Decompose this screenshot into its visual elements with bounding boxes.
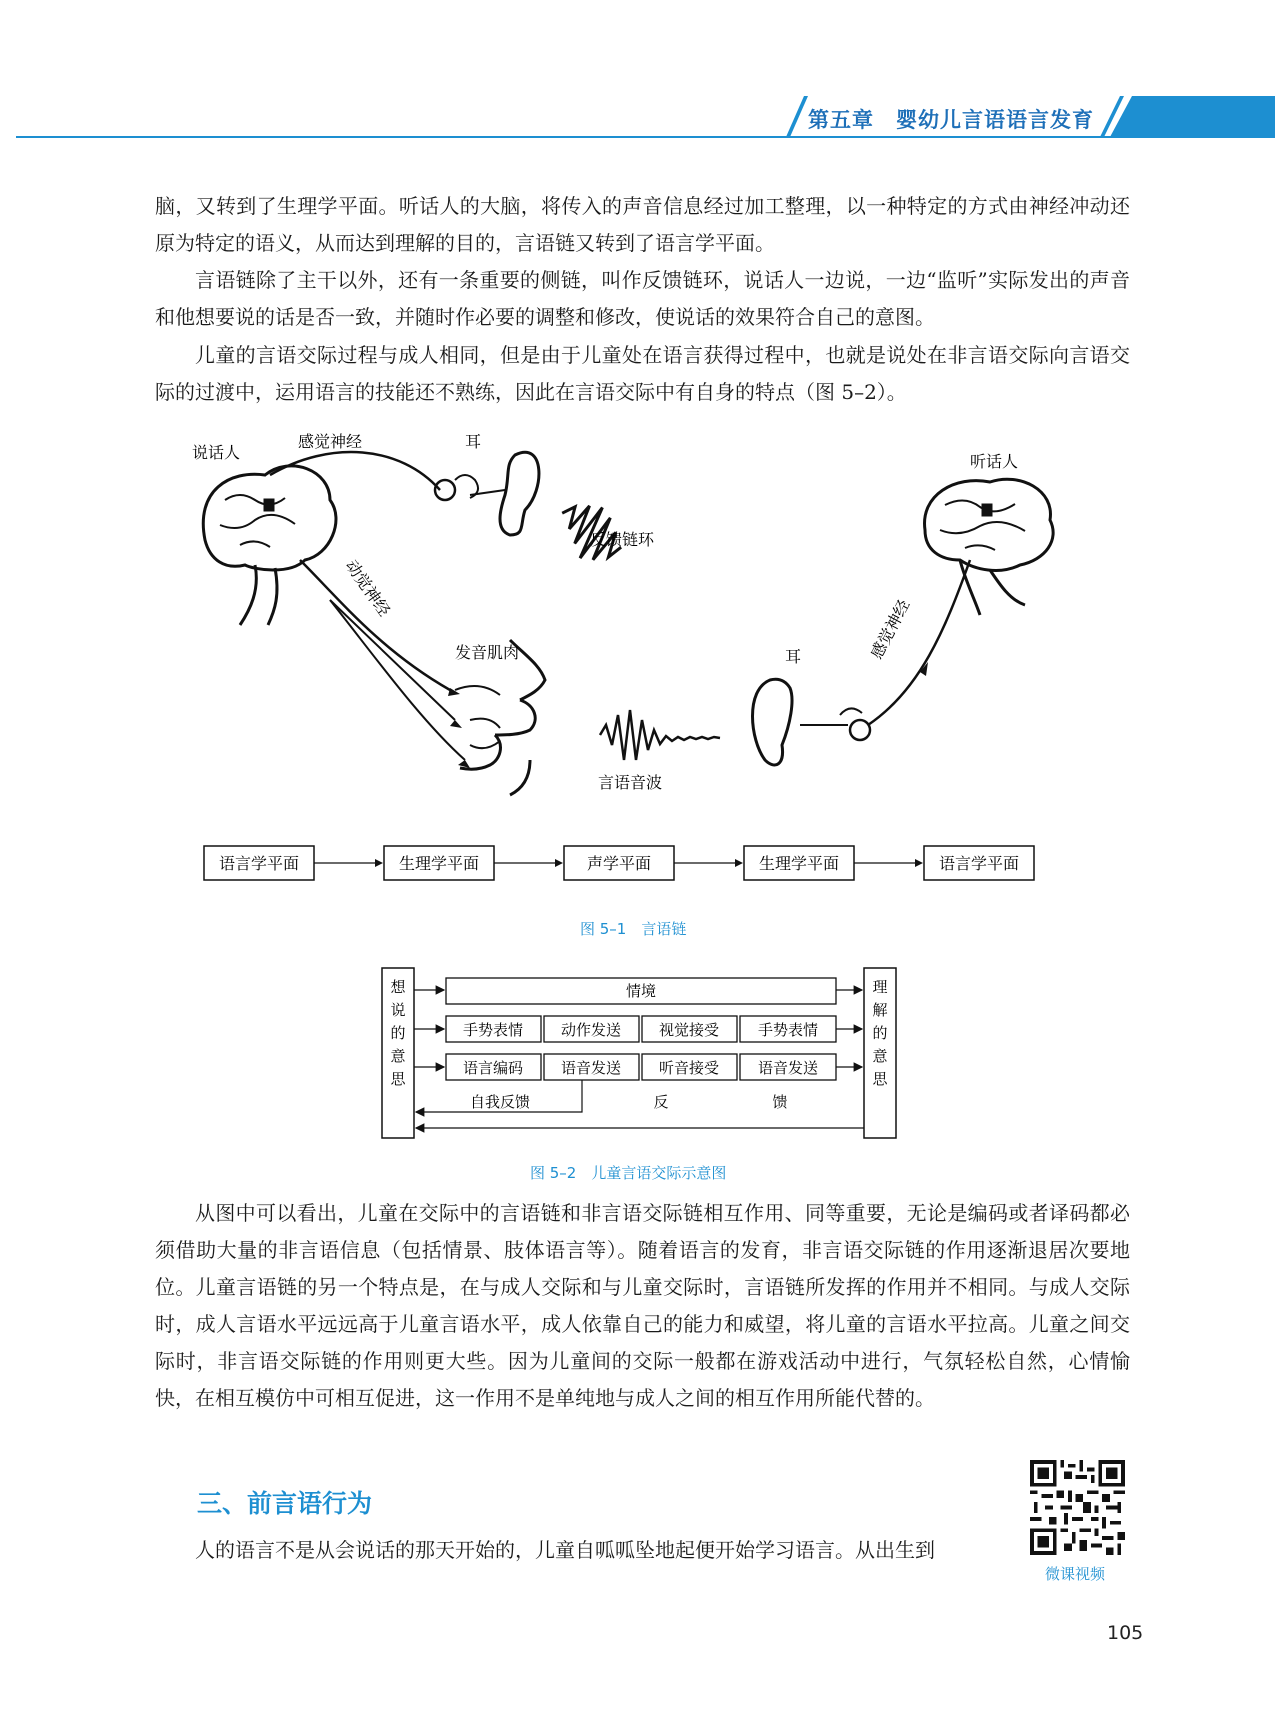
figure-1-caption: 图 5–1 言语链: [580, 920, 687, 938]
section-title: 三、前言语行为: [197, 1489, 373, 1518]
chapter-title: 第五章 婴幼儿言语语言发育: [808, 108, 1094, 132]
listener-brain-icon: [925, 479, 1054, 615]
arrow-icon: [555, 859, 563, 867]
speech-chain-figure: [0, 410, 1275, 900]
feedback-loop-label: 反馈链环: [590, 530, 655, 549]
understanding-char: 解: [872, 1001, 888, 1019]
motor-nerve-path: [300, 560, 450, 690]
feedback-label: 反: [653, 1093, 669, 1111]
header-rule: [16, 136, 1275, 138]
paragraph-5: 人的语言不是从会说话的那天开始的，儿童自呱呱坠地起便开始学习语言。从出生到: [195, 1538, 935, 1562]
level-label: 生理学平面: [758, 854, 840, 873]
row1-label: 手势表情: [462, 1021, 524, 1039]
child-communication-figure: [370, 958, 910, 1148]
speaker-brain-icon: [203, 466, 336, 625]
paragraph-4: 从图中可以看出，儿童在交际中的言语链和非言语交际链相互作用、同等重要，无论是编码或者译码都必须借助大量的非言语信息（包括情景、肢体语言等）。随着语言的发育，非言语交际链的作用逐渐退居次要地位。儿童言语链的另一个特点是，在与成人交际和与儿童交际时，言语链所发挥的作用并不相同。与成人交际时，成人言语水平远远高于儿童言语水平，成人依靠自己的能力和威望，将儿童的言语水平拉高。儿童之间交际时，非言语交际链的作用则更大些。因为儿童间的交际一般都在游戏活动中进行，气氛轻松自然，心情愉快，在相互模仿中可相互促进，这一作用不是单纯地与成人之间的相互作用所能代替的。: [155, 1201, 1130, 1410]
sensory-nerve-path: [270, 452, 440, 490]
figure-2-caption: 图 5–2 儿童言语交际示意图: [530, 1164, 727, 1182]
intent-char: 想: [390, 978, 406, 996]
understanding-char: 理: [872, 978, 888, 996]
ear-icon: [753, 679, 871, 765]
row2-label: 语音发送: [560, 1059, 622, 1077]
motor-nerve-branch-2: [330, 600, 465, 760]
understanding-char: 意: [872, 1047, 888, 1065]
listener-label: 听话人: [970, 452, 1019, 471]
row2-label: 语音发送: [757, 1059, 819, 1077]
ear-icon: [435, 452, 539, 535]
feedback-label: 馈: [772, 1093, 788, 1111]
row2-label: 语言编码: [462, 1059, 524, 1077]
qr-label: 微课视频: [1045, 1565, 1106, 1583]
level-label: 语言学平面: [218, 854, 300, 873]
self-feedback-label: 自我反馈: [469, 1093, 531, 1111]
row1-label: 动作发送: [560, 1021, 622, 1039]
intent-char: 意: [390, 1047, 406, 1065]
vocal-muscle-label: 发音肌肉: [455, 643, 520, 662]
level-label: 语言学平面: [938, 854, 1020, 873]
row2-label: 听音接受: [658, 1059, 720, 1077]
paragraph-2: 言语链除了主干以外，还有一条重要的侧链，叫作反馈链环，说话人一边说，一边“监听”实际发出的声音和他想要说的话是否一致，并随时作必要的调整和修改，使说话的效果符合自己的意图。: [155, 268, 1130, 329]
arrow-icon: [450, 720, 462, 728]
motor-nerve-branch-1: [330, 600, 455, 720]
ear-label: 耳: [465, 432, 482, 451]
levels-row: [204, 846, 1034, 880]
level-label: 声学平面: [586, 854, 652, 873]
arrow-icon: [375, 859, 383, 867]
qr-code-icon[interactable]: [1030, 1460, 1125, 1555]
sensory-nerve-label: 感觉神经: [298, 432, 363, 451]
page-number: 105: [1107, 1622, 1144, 1644]
paragraph-1: 脑，又转到了生理学平面。听话人的大脑，将传入的声音信息经过加工整理，以一种特定的方式由神经冲动还原为特定的语义，从而达到理解的目的，言语链又转到了语言学平面。: [155, 194, 1130, 255]
intent-char: 的: [390, 1024, 406, 1042]
row1-label: 手势表情: [757, 1021, 819, 1039]
ear-2-label: 耳: [785, 647, 802, 666]
arrow-icon: [458, 760, 470, 768]
context-label: 情境: [625, 982, 657, 1000]
motor-nerve-label: 动觉神经: [341, 556, 395, 620]
speech-wave-label: 言语音波: [598, 773, 663, 792]
speaker-mouth-icon: [455, 640, 545, 795]
row1-label: 视觉接受: [658, 1021, 720, 1039]
sensory-nerve-2-label: 感觉神经: [866, 596, 914, 662]
understanding-char: 思: [872, 1070, 888, 1088]
paragraph-3: 儿童的言语交际过程与成人相同，但是由于儿童处在语言获得过程中，也就是说处在非言语交际向言语交际的过渡中，运用语言的技能还不熟练，因此在言语交际中有自身的特点（图 5–2）。: [155, 343, 1130, 404]
speech-wave-icon: [600, 710, 720, 760]
speaker-label: 说话人: [192, 443, 241, 462]
header-band: [1110, 96, 1275, 137]
intent-char: 说: [390, 1001, 406, 1019]
intent-char: 思: [390, 1070, 406, 1088]
level-label: 生理学平面: [398, 854, 480, 873]
arrow-icon: [915, 859, 923, 867]
understanding-char: 的: [872, 1024, 888, 1042]
arrow-icon: [735, 859, 743, 867]
